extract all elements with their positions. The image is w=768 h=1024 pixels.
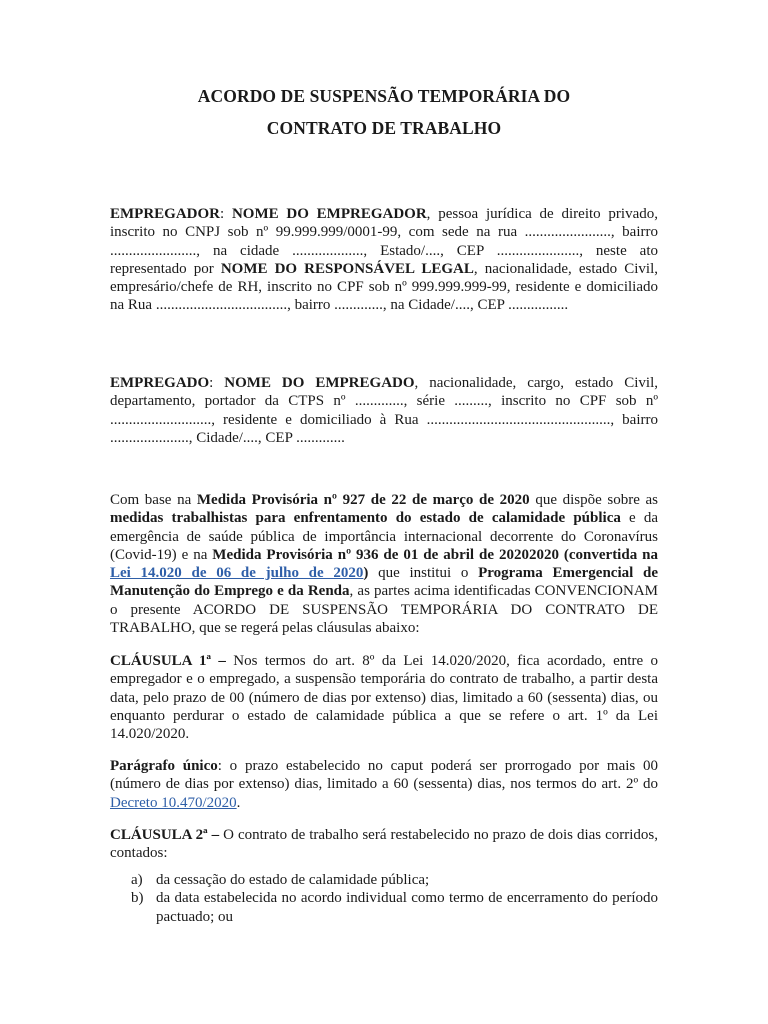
clause-1-label: CLÁUSULA 1ª –: [110, 653, 226, 669]
decreto-10470-link[interactable]: Decreto 10.470/2020: [110, 794, 237, 811]
employee-details: , nacionalidade, cargo, estado Civil, departamento, portador da CTPS nº ............., série ........., inscrito no CPF sob nº ..........................., residente e domiciliado à Rua ................................................., bairro ....................., Cidade/...., CEP .............: [110, 375, 658, 446]
mp-936-reference: Medida Provisória nº 936 de 01 de abril de 20202020 (convertida na: [212, 546, 658, 563]
employer-label: EMPREGADOR: [110, 206, 220, 222]
basis-text-2: que dispõe sobre as: [529, 492, 659, 508]
list-marker: b): [131, 890, 144, 907]
employer-name: NOME DO EMPREGADOR: [231, 206, 427, 222]
list-item-text: da data estabelecida no acordo individual como termo de encerramento do período pactuado; ou: [156, 890, 658, 925]
mp-936-closing: ): [363, 565, 369, 582]
basis-text-5: , as partes acima identificadas CONVENCIONAM o presente ACORDO DE SUSPENSÃO TEMPORÁRIA DO CONTRATO DE TRABALHO, que se regerá pelas cláusulas abaixo:: [110, 583, 658, 637]
paragraph-unique-text: : o prazo estabelecido no caput poderá ser prorrogado por mais 00 (número de dias por extenso) dias, limitado a 60 (sessenta) dias, nos termos do art. 2º do: [110, 758, 659, 793]
document-title-line-1: ACORDO DE SUSPENSÃO TEMPORÁRIA DO: [197, 86, 571, 106]
mp-927-reference: Medida Provisória nº 927 de 22 de março de 2020: [196, 492, 530, 508]
list-item: [131, 871, 658, 889]
employee-label: EMPREGADO: [110, 375, 210, 391]
lei-14020-link[interactable]: Lei 14.020 de 06 de julho de 2020: [110, 565, 364, 582]
clause-1-text: Nos termos do art. 8º da Lei 14.020/2020, fica acordado, entre o empregador e o empregado, a suspensão temporária do contrato de trabalho, a partir desta data, pelo prazo de 00 (número de dias por extenso) dias, limitado a 60 (sessenta) dias, ou enquanto perdurar o estado de calamidade pública a que se refere o art. 1º da Lei 14.020/2020.: [110, 653, 658, 743]
labor-measures-reference: medidas trabalhistas para enfrentamento do estado de calamidade pública: [110, 510, 621, 527]
emergency-program-reference: Programa Emergencial de Manutenção do Emprego e da Renda: [110, 565, 658, 600]
clause-2-text: O contrato de trabalho será restabelecido no prazo de dois dias corridos, contados:: [110, 827, 659, 862]
clause-1: [110, 652, 658, 743]
employer-representative-details: , nacionalidade, estado Civil, empresário/chefe de RH, inscrito no CPF sob nº 999.999.999-99, residente e domiciliado na Rua ..................................., bairro ............., na Cidade/...., CEP ................: [110, 260, 659, 314]
employee-colon: :: [209, 375, 214, 391]
basis-text-1: Com base na: [110, 492, 197, 508]
paragraph-unique-end: .: [236, 794, 241, 811]
clause-2-list: [131, 871, 658, 926]
list-item: [131, 889, 658, 926]
employer-colon: :: [220, 206, 225, 222]
employer-details: , pessoa jurídica de direito privado, inscrito no CNPJ sob nº 99.999.999/0001-99, com sede na rua ......................., bairro ......................., na cidade ..................., Estado/...., CEP ......................, neste ato representado por: [110, 206, 658, 277]
basis-text-3: e da emergência de saúde pública de importância internacional decorrente do Coronavírus (Covid-19) e na: [110, 510, 658, 563]
paragraph-unique: [110, 757, 658, 812]
clause-2-label: CLÁUSULA 2ª –: [110, 827, 220, 843]
employer-paragraph: [110, 205, 658, 315]
paragraph-unique-label: Parágrafo único: [110, 758, 218, 774]
employee-paragraph: [110, 374, 658, 447]
employer-representative: NOME DO RESPONSÁVEL LEGAL: [220, 260, 474, 277]
document-title-line-2: CONTRATO DE TRABALHO: [266, 118, 502, 138]
list-item-text: da cessação do estado de calamidade pública;: [156, 872, 430, 888]
legal-basis-paragraph: [110, 491, 658, 637]
clause-2: [110, 826, 658, 863]
employee-name: NOME DO EMPREGADO: [224, 375, 415, 391]
list-marker: a): [131, 872, 143, 888]
basis-text-4: que institui o: [368, 565, 479, 582]
